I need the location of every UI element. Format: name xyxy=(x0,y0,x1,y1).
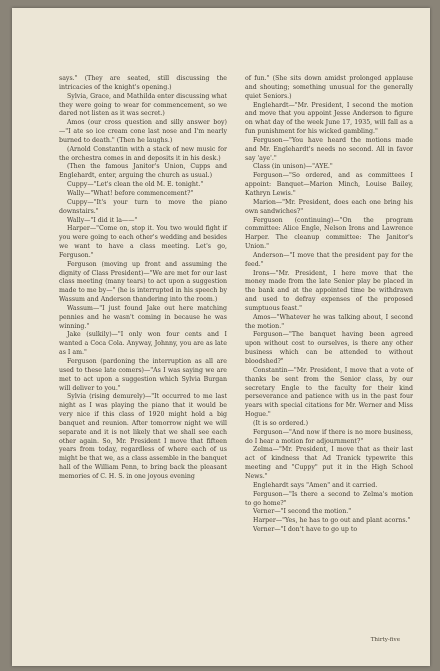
paragraph: Zelma—"Mr. President, I move that as their last act of kindness that Ad Tranick typewrite this meeting and "Cuppy" put it in the High School News." xyxy=(245,446,413,480)
paragraph: Sylvia (rising demurely)—"It occurred to me last night as I was playing the piano that it would be very nice if this class of 1920 might hold a big banquet and reunion. After tomorrow night we will separate and it is not likely that we shall see each other again. So, Mr. President I move that fifteen years from today, regardless of where each of us might be that we, as a class assemble in the banquet hall of the William Penn, to bring back the pleasant memories of C. H. S. in one joyous evening xyxy=(59,393,227,480)
paragraph: Cuppy—"Let's clean the old M. E. tonight." xyxy=(67,181,204,189)
paragraph: of fun." (She sits down amidst prolonged applause and shouting; something unusual for the generally quiet Seniors.) xyxy=(245,75,413,100)
paragraph: says." (They are seated, still discussing the intricacies of the knight's opening.) xyxy=(59,75,227,91)
paragraph: Amos—"Whatever he was talking about, I second the motion." xyxy=(245,313,413,330)
paragraph: Ferguson—"And now if there is no more business, do I hear a motion for adjournment?" xyxy=(245,428,413,445)
paragraph: Constantin—"Mr. President, I move that a vote of thanks be sent from the Senior class, by our secretary Engle to the faculty for their kind perseverance and patience with us in the past four years with special citations for Mr. Werner and Miss Hogue." xyxy=(245,366,413,419)
paragraph: Ferguson—"So ordered, and as committees I appoint: Banquet—Marion Minch, Louise Bailey, Kathryn Lewis." xyxy=(245,172,413,197)
paragraph: Ferguson—"Is there a second to Zelma's motion to go home?" xyxy=(245,490,413,507)
paragraph: Harper—"Yes, he has to go out and plant acorns." xyxy=(253,517,411,525)
paragraph: Class (in unison)—"AYE." xyxy=(253,163,333,171)
paragraph: (It is so ordered.) xyxy=(253,419,309,427)
paragraph: Harper—"Come on, stop it. You two would fight if you were going to each other's wedding and besides we want to have a class meeting. Let's go, Ferguson." xyxy=(59,225,227,259)
paragraph: Ferguson (pardoning the interruption as all are used to these late comers)—"As I was saying we are met to act upon a suggestion which Sylvia Burgan will deliver to you." xyxy=(59,358,227,392)
paragraph: Amos (our cross question and silly answer boy)—"I ate so ice cream cone last nose and I'm nearly burned to death." (Then he laughs.) xyxy=(59,119,227,144)
paragraph: Englehardt says "Amen" and it carried. xyxy=(253,481,378,489)
paragraph: Irons—"Mr. President, I here move that the money made from the late Senior play be placed in the bank and at the appointed time be withdrawn and used to defray expenses of the proposed sumptuous feast." xyxy=(245,269,413,312)
paragraph: Wassum—"I just found Jake out here matching pennies and he wasn't coming in because he was winning." xyxy=(59,304,227,330)
left-column xyxy=(59,75,227,482)
paragraph: (Arnold Constantin with a stack of new music for the orchestra comes in and deposits it in his desk.) xyxy=(59,145,227,162)
paragraph: Ferguson (continuing)—"On the program committee: Alice Engle, Nelson Irons and Lawrence Harper. The cleanup committee: The Janitor's Union." xyxy=(245,216,413,251)
right-column xyxy=(245,75,413,535)
page-number: Thirty-five xyxy=(370,637,400,643)
paragraph: Wally—"I did it la——" xyxy=(67,216,138,224)
paragraph: Wally—"What! before commencement?" xyxy=(67,189,194,197)
yearbook-page xyxy=(12,8,430,666)
paragraph: Englehardt—"Mr. President, I second the motion and move that you appoint Jesse Anderson to figure on what day of the week June 17, 1935, will fall as a fun punishment for his wicked gambling." xyxy=(245,101,413,136)
paragraph: Sylvia, Grace, and Mathilda enter discussing what they were going to wear for commencement, so we dared not listen as it was secret.) xyxy=(59,92,227,118)
paragraph: (Then the famous Janitor's Union, Cupps and Englehardt, enter, arguing the church as usual.) xyxy=(59,163,227,180)
paragraph: Ferguson—"The banquet having been agreed upon without cost to ourselves, is there any other business which can be attended to without bloodshed?" xyxy=(245,331,413,365)
paragraph: Cuppy—"It's your turn to move the piano downstairs." xyxy=(59,198,227,215)
paragraph: Verner—"I don't have to go up to xyxy=(253,526,358,534)
paragraph: Ferguson (moving up front and assuming the dignity of Class President)—"We are met for our last class meeting (many tears) to act upon a suggestion made to me by—" (he is interrupted in his speech by Wassum and Anderson thandering into the room.) xyxy=(59,260,227,304)
paragraph: Jake (sulkily)—"I only won four cents and I wanted a Coca Cola. Anyway, Johnny, you are as late as I am." xyxy=(59,331,227,357)
paragraph: Ferguson—"You have heard the motions made and Mr. Englehardt's needs no second. All in favor say 'aye'." xyxy=(245,136,413,162)
paragraph: Marion—"Mr. President, does each one bring his own sandwiches?" xyxy=(245,198,413,215)
paragraph: Verner—"I second the motion." xyxy=(253,508,352,516)
paragraph: Anderson—"I move that the president pay for the feed." xyxy=(245,251,413,268)
